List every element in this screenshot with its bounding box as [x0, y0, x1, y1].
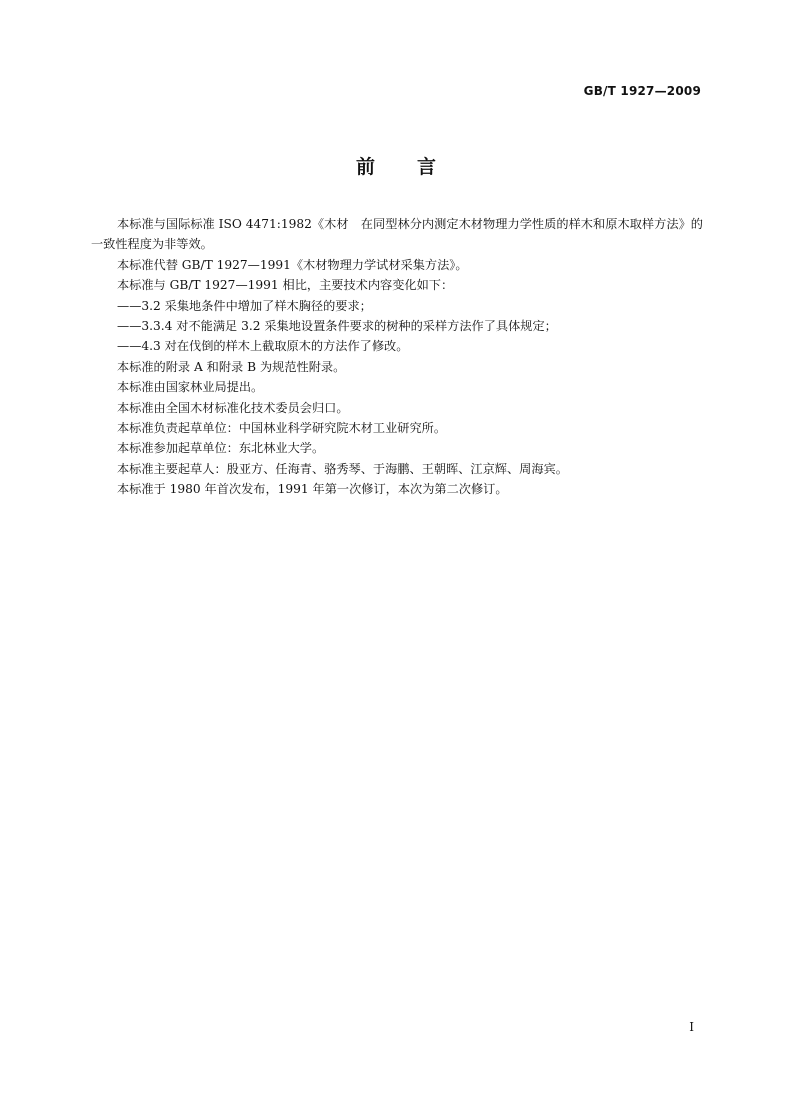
paragraph-appendix: 本标准的附录 A 和附录 B 为规范性附录。: [117, 359, 346, 374]
paragraph-proposer: 本标准由国家林业局提出。: [117, 380, 264, 395]
paragraph-drafters: 本标准主要起草人：殷亚方、任海青、骆秀琴、于海鹏、王朝晖、江京辉、周海宾。: [117, 461, 568, 476]
change-item: ——3.3.4 对不能满足 3.2 采集地设置条件要求的树种的采样方法作了具体规定；: [117, 319, 557, 334]
paragraph-changes-intro: 本标准与 GB/T 1927—1991 相比，主要技术内容变化如下：: [117, 278, 454, 293]
paragraph-equivalence: 本标准与国际标准 ISO 4471:1982《木材 在同型林分内测定木材物理力学性质的样木和原木取样方法》的一致性程度为非等效。: [91, 217, 703, 252]
standard-code: GB/T 1927—2009: [583, 84, 701, 98]
paragraph-history: 本标准于 1980 年首次发布，1991 年第一次修订，本次为第二次修订。: [117, 482, 508, 497]
paragraph-replaces: 本标准代替 GB/T 1927—1991《木材物理力学试材采集方法》。: [117, 257, 468, 272]
document-body: [91, 214, 703, 500]
paragraph-committee: 本标准由全国木材标准化技术委员会归口。: [117, 400, 349, 415]
page-number: I: [689, 1020, 694, 1034]
paragraph-lead-drafter: 本标准负责起草单位：中国林业科学研究院木材工业研究所。: [117, 421, 447, 436]
change-item: ——3.2 采集地条件中增加了样木胸径的要求；: [117, 298, 372, 313]
change-item: ——4.3 对在伐倒的样木上截取原木的方法作了修改。: [117, 339, 409, 354]
paragraph-co-drafter: 本标准参加起草单位：东北林业大学。: [117, 441, 325, 456]
page-title: 前言: [355, 156, 478, 178]
